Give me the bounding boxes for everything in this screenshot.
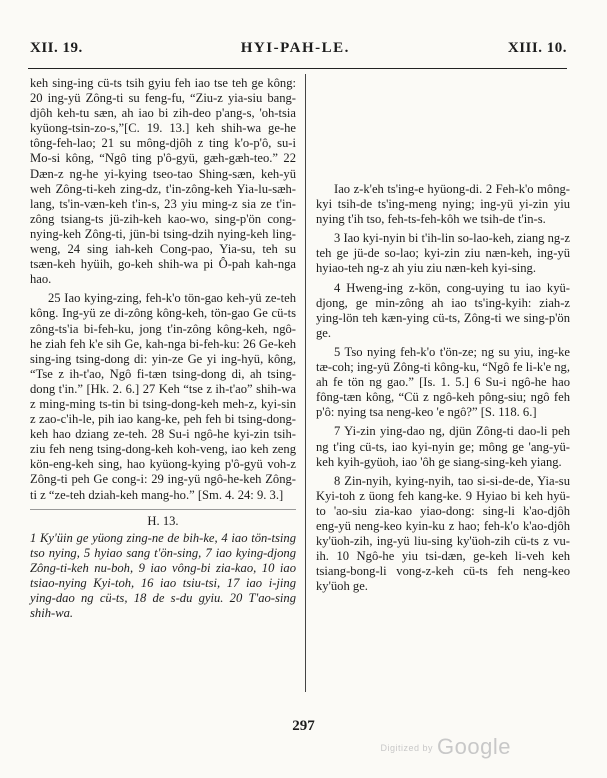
chapter-summary: 1 Ky'üin ge yüong zing-ne de bih-ke, 4 iao tön-tsing tso nying, 5 hyiao sang t'ön-sing, 7 iao kying-djong Zông-ti-keh nu-boh, 9 iao vông-bi zia-kao, 10 iao tsiao-nying Kyi-toh, 16 iao tsiu-tsi, 17 iao i-jing ying-dao ng cü-ts, 18 de s-du gyiu. 20 T'ao-sing shih-wa.	[30, 530, 296, 621]
google-logo-text: Google	[437, 734, 511, 759]
header-left-ref: XII. 19.	[30, 40, 83, 56]
column-divider	[305, 74, 306, 692]
left-column	[30, 76, 296, 621]
paragraph: 5 Tso nying feh-k'o t'ön-ze; ng su yiu, ing-ke tæ-coh; ing-yü Zông-ti kông-ku, “Ngô fe li-k'e ng, ah fe tön ng gao.” [Is. 1. 5.] 6 Su-i ngô-he hao fông-tæn kông, “Cü z ngô-keh pông-siu; ngô feh p'ô: nying tsa neng-keo 'e ngô?” [S. 118. 6.]	[316, 344, 570, 420]
paragraph: 25 Iao kying-zing, feh-k'o tön-gao keh-yü ze-teh kông. Ing-yü ze di-zông kông-keh, tön-gao Ge cü-ts zông-ts'ia bi-feh-ku, jong t'in-zông kông-keh, ngô-he ziah feh k'e sih Ge, kah-nga bi-feh-ku: 26 Ge-keh sing-ing tsing-dong di: yin-ze Ge yi ing-hyü, kông, “Tse z ih-t'ao, Ngô fi-tæn tsing-dong di, ah tsing-dong t'in.” [Hk. 2. 6.] 27 Keh “tse z ih-t'ao” shih-wa z ming-ming ts-tin bi tsing-dong-keh meh-z, kyi-sin z zao-c'ih-le, pih iao kang-ke, peh feh bi tsing-dong-keh hao dziang ze-teh. 28 Su-i ngô-he kyi-zin tsih-ziu feh neng tsing-dong-keh koh-veng, iao keh zeng kön-eng-keh sing, hao kyüong-kying p'ô-gyü voh-z Zông-ti peh Ge cong-i: 29 ing-yü ngô-he-keh Zông-ti z “ze-teh dziah-keh mang-ho.” [Sm. 4. 24: 9. 3.]	[30, 291, 296, 502]
watermark-prefix: Digitized by	[380, 743, 434, 754]
right-column	[316, 76, 570, 594]
paragraph: 4 Hweng-ing z-kön, cong-uying tu iao kyü-djong, ge min-zông ah iao ts'ing-kyih: ziah-z ying-lön teh kæn-ying cü-ts, Zông-ti we sing-p'ön ge.	[316, 280, 570, 340]
paragraph: 8 Zin-nyih, kying-nyih, tao si-si-de-de, Yia-su Kyi-toh z üong feh kang-ke. 9 Hyiao bi keh hyü-to 'ao-siu zia-kao yiao-dong: sing-li k'ao-djôh eng-yü neng-keo kyin-ku z hao; feh-k'o k'ao-djôh ky'üoh-zih, ing-yü liu-sing ky'üoh-zih cü-ts z vu-ih. 10 Ngô-he yiu tsi-dæn, ge-keh li-veh keh tsiang-bong-li vong-z-keh cü-ts feh neng-keo ky'üoh ge.	[316, 473, 570, 594]
page-number: 297	[292, 718, 315, 734]
digitized-watermark	[381, 734, 511, 760]
paragraph: keh sing-ing cü-ts tsih gyiu feh iao tse teh ge kông: 20 ing-yü Zông-ti su feng-fu, “Ziu-z yia-siu bang-djôh keh-tu sæn, ah iao bi zih-deo p'ang-s, 'oh-tsia kyüong-tsin-zo-s,”[C. 19. 13.] keh shih-wa ge-he tông-feh-lao; 21 su mông-djôh z ting k'o-p'ô, su-i Mo-si kông, “Ngô ting p'ô-gyü, gæh-gæh-teo.” 22 Dæn-z ng-he yi-kying tseo-tao Shing-sæn, keh-yü weh Zông-ti-keh zing-dz, t'in-zông-keh Yia-lu-sæh-lang, ts'in-væn-keh t'in-s, 23 yiu ming-z sia ze t'in-zông tsiang-ts jü-zih-keh kao-wo, sing-p'ön cong-nying-keh Zông-ti, jün-bi tsing-dzih nying-keh ling-weng, 24 sing iah-keh Cong-pao, Yia-su, teh su tsæn-keh hyüih, go-keh shih-wa pi Ô-pah kah-nga hao.	[30, 76, 296, 287]
running-header	[30, 40, 567, 70]
paragraph: Iao z-k'eh ts'ing-e hyüong-di. 2 Feh-k'o mông-kyi tsih-de ts'ing-meng nying; ing-yü yi-zin yiu nying t'ih tso, feh-ts-feh-kôh we tsih-de t'in-s.	[316, 182, 570, 227]
paragraph: 7 Yi-zin ying-dao ng, djün Zông-ti dao-li peh ng t'ing cü-ts, iao kyi-nyin ge; mông ge 'ang-yü-keh kyih-gyüoh, iao 'ôh ge siang-sing-keh yiang.	[316, 424, 570, 469]
header-right-ref: XIII. 10.	[507, 40, 567, 56]
header-rule	[28, 68, 567, 69]
header-title: HYI-PAH-LE.	[240, 40, 350, 56]
paragraph: 3 Iao kyi-nyin bi t'ih-lin so-lao-keh, ziang ng-z teh ge jü-de so-lao; kyi-zin ziu næn-keh, ing-yü hyiao-teh ng-z ah yiu ziu næn-keh kyi-sing.	[316, 231, 570, 276]
chapter-heading: H. 13.	[30, 509, 296, 529]
